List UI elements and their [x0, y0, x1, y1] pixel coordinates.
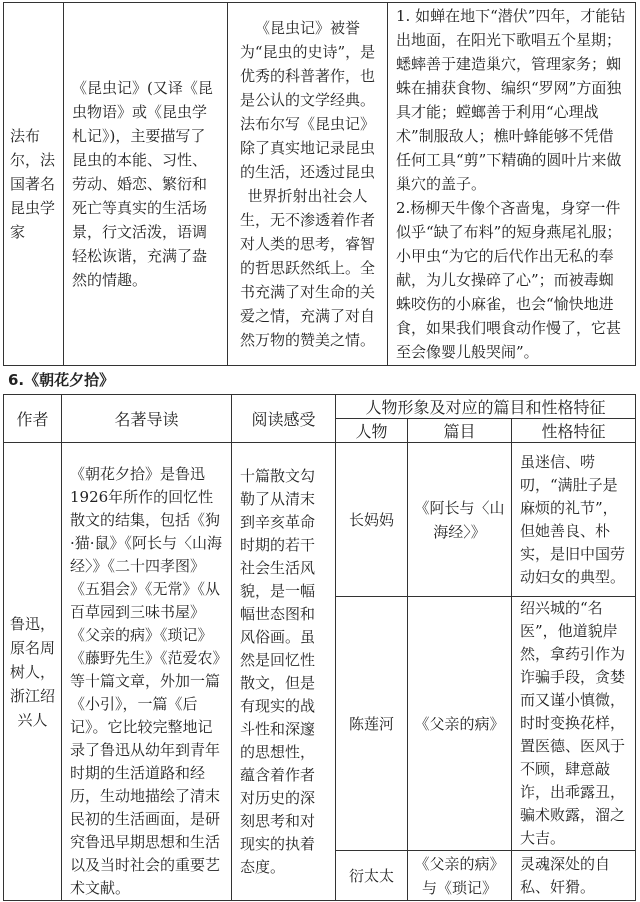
zhaohua-table	[3, 394, 636, 901]
top-image-item-1: 1. 如蝉在地下“潜伏”四年，才能钻出地面，在阳光下歌唱五个星期；蟋蟀善于建造巢穴，管理家务；蜘蛛在捕获食物、编织“罗网”方面独具才能；螳螂善于利用“心理战术”制服敌人；樵叶蜂能够不凭借任何工具“剪”下精确的圆叶片来做巢穴的盖子。	[396, 7, 626, 193]
chapter-cell	[408, 597, 512, 851]
header-person: 人物	[336, 419, 408, 443]
top-intro-text: 《昆虫记》(又译《昆虫物语》或《昆虫学札记》)，主要描写了昆虫的本能、习性、劳动、婚恋、繁衍和死亡等真实的生活场景，行文活泼，语调轻松诙谐，充满了盎然的情趣。	[72, 79, 213, 289]
fabre-table	[3, 2, 636, 366]
trait-text: 灵魂深处的自私、奸猾。	[520, 854, 611, 896]
top-feeling-cell	[228, 3, 388, 366]
bottom-feeling-text: 十篇散文勾勒了从清末到辛亥革命时期的若干社会生活风貌，是一幅幅世态图和风俗画。虽然是回忆性散文，但是有现实的战斗性和深邃的思想性，蕴含着作者对历史的深刻思考和对现实的执着态度。	[240, 466, 316, 876]
bottom-intro-cell	[62, 443, 232, 901]
top-author-text: 法布尔，法国著名昆虫学家	[10, 127, 56, 241]
header-chapter: 篇目	[408, 419, 512, 443]
trait-cell	[512, 597, 636, 851]
trait-text: 绍兴城的“名医”，他道貌岸然，拿药引作为诈骗手段，贪婪而又谨小慎微，时时变换花样，置医德、医风于不顾，肆意敲诈，出乖露丑，骗术败露，溜之大吉。	[520, 599, 626, 847]
chapter-name: 《父亲的病》与《琐记》	[414, 854, 505, 897]
person-cell	[336, 597, 408, 851]
top-author-cell	[4, 3, 64, 366]
trait-cell	[512, 851, 636, 901]
trait-cell	[512, 443, 636, 597]
person-name: 衍太太	[348, 866, 394, 885]
chapter-name: 《父亲的病》	[414, 714, 505, 733]
top-feeling-text: 《昆虫记》被誉为“昆虫的史诗”，是优秀的科普著作，也是公认的文学经典。法布尔写《昆虫记》除了真实地记录昆虫的生活，还透过昆虫世界折射出社会人生，无不渗透着作者对人类的思考，睿智的哲思跃然纸上。全书充满了对生命的关爱之情，充满了对自然万物的赞美之情。	[239, 19, 376, 349]
chapter-cell	[408, 851, 512, 901]
header-group: 人物形象及对应的篇目和性格特征	[336, 395, 636, 419]
bottom-author-cell	[4, 443, 62, 901]
chapter-name: 《阿长与〈山海经〉》	[414, 498, 505, 541]
person-name: 陈莲河	[348, 714, 394, 733]
top-intro-cell	[64, 3, 228, 366]
trait-text: 虽迷信、唠叨，“满肚子是麻烦的礼节”，但她善良、朴实，是旧中国劳动妇女的典型。	[520, 452, 626, 586]
bottom-author-text: 鲁迅，原名周树人，浙江绍兴人	[9, 614, 55, 729]
bottom-feeling-cell	[232, 443, 336, 901]
header-feeling: 阅读感受	[232, 395, 336, 443]
person-cell	[336, 443, 408, 597]
top-image-item-2: 2.杨柳天牛像个吝啬鬼，身穿一件似乎“缺了布料”的短身燕尾礼服；小甲虫“为它的后代作出无私的奉献，为儿女操碎了心”；而被毒蜘蛛咬伤的小麻雀，也会“愉快地进食，如果我们喂食动作慢了，它甚至会像婴儿般哭闹”。	[396, 199, 622, 361]
top-image-cell	[388, 3, 636, 366]
header-intro: 名著导读	[62, 395, 232, 443]
header-author: 作者	[4, 395, 62, 443]
person-cell	[336, 851, 408, 901]
section-heading: 6.《朝花夕拾》	[8, 371, 115, 389]
person-name: 长妈妈	[348, 510, 394, 529]
bottom-intro-text: 《朝花夕拾》是鲁迅1926年所作的回忆性散文的结集，包括《狗·猫·鼠》《阿长与〈山海经〉》《二十四孝图》《五猖会》《无常》《从百草园到三味书屋》《父亲的病》《琐记》《藤野先生》《范爱农》等十篇文章，外加一篇《小引》，一篇《后记》。它比较完整地记录了鲁迅从幼年到青年时期的生活道路和经历，生动地描绘了清末民初的生活画面，是研究鲁迅早期思想和生活以及当时社会的重要艺术文献。	[70, 465, 223, 897]
header-trait: 性格特征	[512, 419, 636, 443]
chapter-cell	[408, 443, 512, 597]
